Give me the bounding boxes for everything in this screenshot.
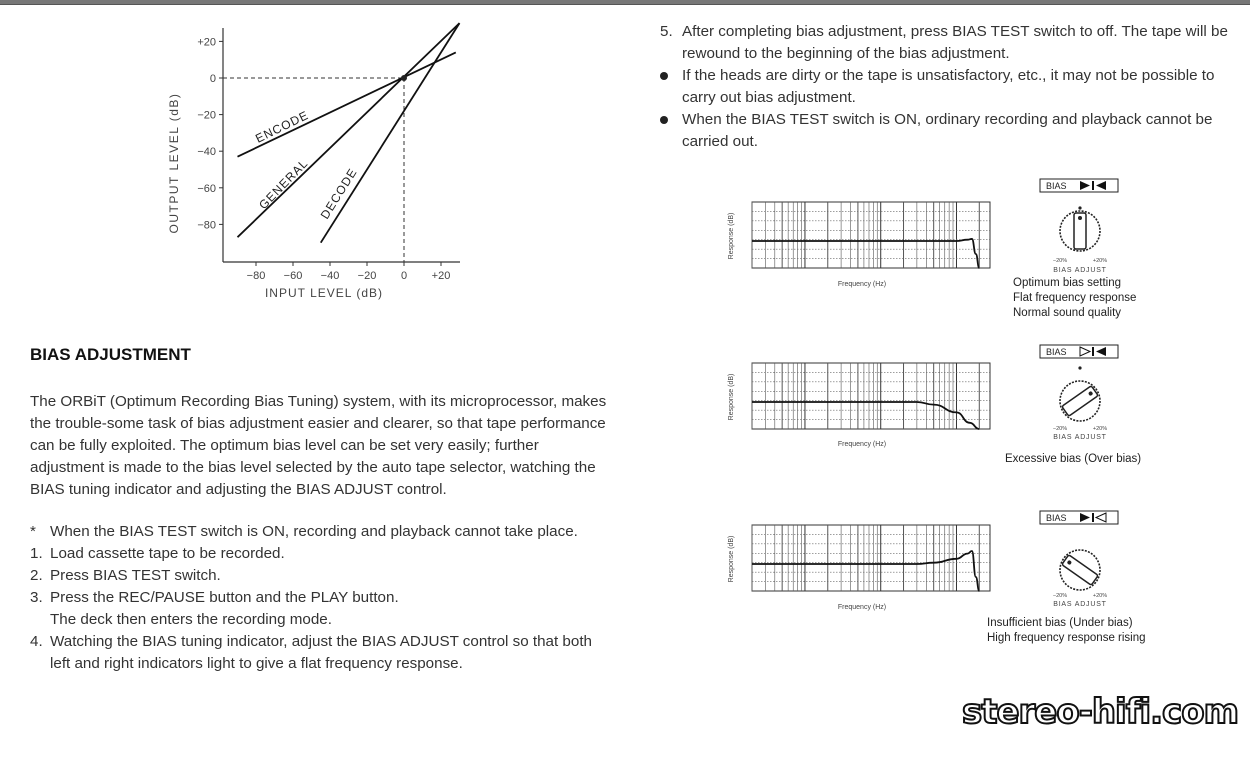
- graph-x-label: Frequency (Hz): [837, 604, 887, 611]
- caption-optimum: [1013, 276, 1136, 321]
- item-text: Press the REC/PAUSE button and the PLAY button.: [50, 589, 399, 606]
- left-instruction-list: [30, 521, 610, 675]
- item-text: When the BIAS TEST switch is ON, ordinary recording and playback cannot be carried out.: [682, 111, 1213, 150]
- response-curve: [752, 402, 979, 429]
- watermark-logo: stereo-hifi.com: [961, 692, 1238, 732]
- list-item: [660, 21, 1230, 65]
- knob-pointer: [1074, 213, 1086, 249]
- x-axis-label: INPUT LEVEL (dB): [264, 286, 384, 300]
- origin-point: [401, 75, 407, 81]
- y-tick-label: −60: [197, 182, 216, 195]
- caption-over-bias: [1005, 452, 1141, 467]
- freq-graph-optimum: [722, 196, 1002, 290]
- indicator-center-bar: [1092, 347, 1094, 356]
- series-line-decode: [321, 23, 460, 243]
- response-curve: [752, 551, 979, 591]
- knob-max-label: +20%: [1092, 426, 1108, 432]
- list-item: [30, 587, 610, 631]
- response-curve: [752, 239, 979, 268]
- list-item: [30, 521, 610, 543]
- caption-line: Normal sound quality: [1013, 307, 1122, 319]
- y-tick-label: −80: [197, 219, 216, 232]
- bias-indicator-knob-3: [1030, 508, 1130, 610]
- list-item: [660, 109, 1230, 153]
- knob-label: BIAS ADJUST: [1053, 601, 1107, 608]
- curve-label-decode: DECODE: [317, 165, 360, 222]
- x-tick-label: −60: [283, 270, 303, 282]
- section-heading: BIAS ADJUSTMENT: [30, 345, 191, 364]
- item-marker: 4.: [30, 633, 43, 650]
- series-line-encode: [238, 52, 456, 156]
- item-marker: 1.: [30, 545, 43, 562]
- x-tick-label: −80: [246, 270, 266, 282]
- bias-indicator-label: BIAS: [1046, 181, 1067, 191]
- list-item: [660, 65, 1230, 109]
- knob-index-dot: [1078, 366, 1081, 369]
- caption-line: High frequency response rising: [987, 632, 1146, 644]
- right-instruction-list: [660, 21, 1230, 153]
- indicator-center-bar: [1092, 181, 1094, 190]
- graph-y-label: Response (dB): [728, 212, 735, 260]
- list-item: [30, 543, 610, 565]
- caption-under-bias: [987, 616, 1146, 646]
- y-tick-label: −20: [197, 109, 216, 122]
- y-tick-label: +20: [197, 36, 216, 49]
- item-marker: 3.: [30, 589, 43, 606]
- window-top-border: [0, 0, 1250, 5]
- graph-y-label: Response (dB): [728, 373, 735, 421]
- graph-y-label: Response (dB): [728, 535, 735, 583]
- freq-graph-under-bias: [722, 519, 1002, 613]
- item-marker: *: [30, 523, 36, 540]
- y-tick-label: 0: [209, 73, 216, 85]
- knob-min-label: −20%: [1052, 258, 1068, 264]
- caption-line: Excessive bias (Over bias): [1005, 453, 1142, 465]
- x-tick-label: 0: [400, 270, 408, 282]
- y-axis-label: OUTPUT LEVEL (dB): [167, 92, 181, 234]
- knob-label: BIAS ADJUST: [1053, 267, 1107, 274]
- list-item: [30, 631, 610, 675]
- caption-line: Optimum bias setting: [1013, 277, 1122, 289]
- bias-indicator-knob-1: [1030, 176, 1130, 276]
- intro-paragraph: The ORBiT (Optimum Recording Bias Tuning) system, with its microprocessor, makes the trouble-some task of bias adjustment easier and clearer, so that tape performance can be fully exploited. The optimum bias level can be set very easily; further adjustment is made to the bias level selected by the auto tape selector, watching the BIAS tuning indicator and adjusting the BIAS ADJUST control.: [30, 393, 607, 498]
- item-text: After completing bias adjustment, press BIAS TEST switch to off. The tape will be rewound to the beginning of the bias adjustment.: [682, 23, 1228, 62]
- caption-line: Insufficient bias (Under bias): [987, 617, 1133, 629]
- item-marker: 5.: [660, 23, 673, 40]
- item-text: If the heads are dirty or the tape is unsatisfactory, etc., it may not be possible to carry out bias adjustment.: [682, 67, 1215, 106]
- level-chart: [160, 18, 490, 308]
- knob-label: BIAS ADJUST: [1053, 434, 1107, 441]
- knob-min-label: −20%: [1052, 593, 1068, 599]
- bias-indicator-label: BIAS: [1046, 513, 1067, 523]
- item-text: Load cassette tape to be recorded.: [50, 545, 285, 562]
- list-item: [30, 565, 610, 587]
- bullet-icon: [660, 65, 668, 87]
- graph-x-label: Frequency (Hz): [837, 441, 887, 448]
- item-text: When the BIAS TEST switch is ON, recording and playback cannot take place.: [50, 523, 578, 540]
- y-tick-label: −40: [197, 146, 216, 159]
- knob-max-label: +20%: [1092, 593, 1108, 599]
- x-tick-label: −40: [320, 270, 340, 282]
- x-tick-label: −20: [357, 270, 377, 282]
- item-text-continued: The deck then enters the recording mode.: [50, 611, 332, 628]
- indicator-center-bar: [1092, 513, 1094, 522]
- item-text: Watching the BIAS tuning indicator, adjust the BIAS ADJUST control so that both left and right indicators light to give a flat frequency response.: [50, 633, 592, 672]
- curve-label-encode: ENCODE: [253, 107, 311, 146]
- bullet-icon: [660, 109, 668, 131]
- graph-x-label: Frequency (Hz): [837, 281, 887, 288]
- caption-line: Flat frequency response: [1013, 292, 1137, 304]
- bias-indicator-label: BIAS: [1046, 347, 1067, 357]
- freq-graph-over-bias: [722, 357, 1002, 451]
- bias-indicator-knob-2: [1030, 342, 1130, 442]
- item-text: Press BIAS TEST switch.: [50, 567, 221, 584]
- knob-min-label: −20%: [1052, 426, 1068, 432]
- x-tick-label: +20: [431, 270, 451, 282]
- curve-label-general: GENERAL: [256, 156, 311, 213]
- knob-index-dot: [1078, 206, 1081, 209]
- graph-frame: [752, 202, 990, 268]
- graph-frame: [752, 363, 990, 429]
- item-marker: 2.: [30, 567, 43, 584]
- knob-max-label: +20%: [1092, 258, 1108, 264]
